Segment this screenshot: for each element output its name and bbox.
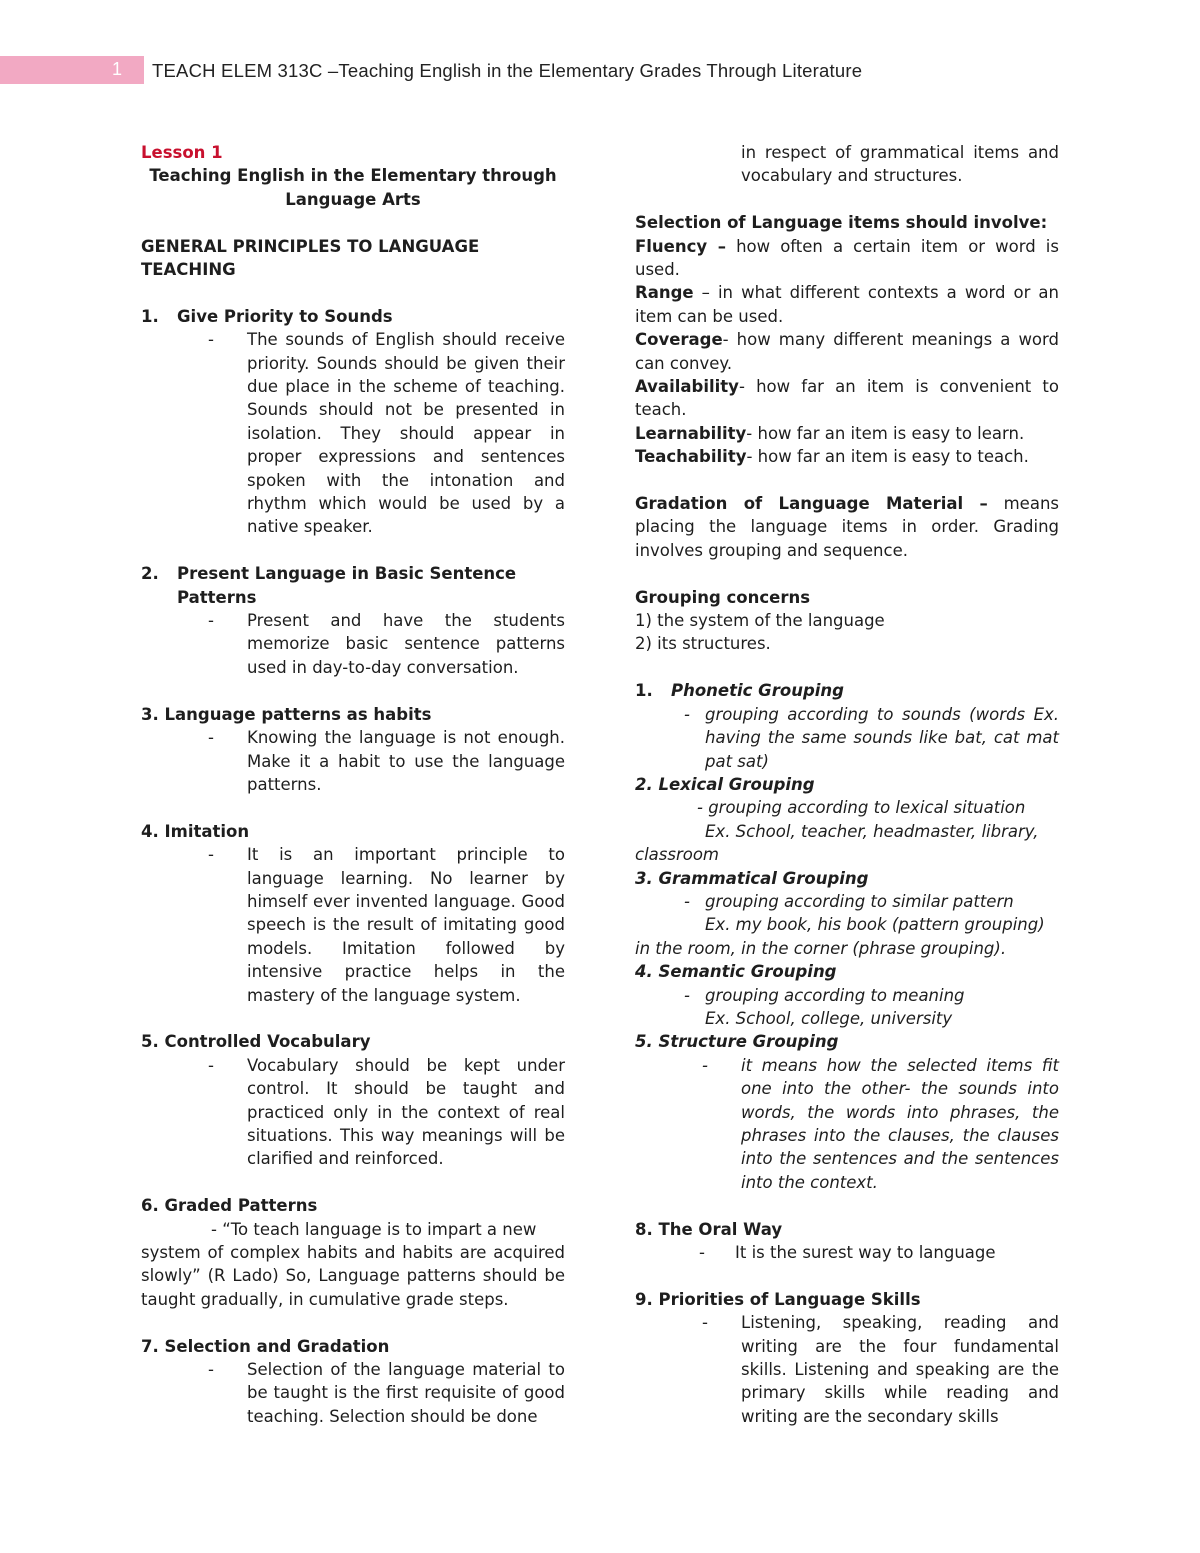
principle-3-body: - Knowing the language is not enough. Make it a habit to use the language patterns. — [208, 728, 565, 794]
lesson-title-line-2: Language Arts — [285, 189, 421, 209]
page-number: 1 — [112, 59, 123, 79]
grammatical-grouping-heading: 3. Grammatical Grouping — [635, 868, 869, 888]
selection-continued: in respect of grammatical items and vocabulary and structures. — [741, 143, 1059, 186]
lexical-grouping-heading: 2. Lexical Grouping — [635, 774, 815, 794]
gradation-definition: Gradation of Language Material – means placing the language items in order. Grading involves grouping and sequence. — [635, 494, 1059, 560]
lesson-label: Lesson 1 — [141, 143, 223, 162]
structure-grouping-heading: 5. Structure Grouping — [635, 1032, 839, 1052]
principle-4-body: - It is an important principle to language learning. No learner by himself ever invented language. Good speech is the result of imitating good models. Imitation followed by intensive practice helps in the mastery of the language system. — [208, 845, 565, 1005]
grammatical-grouping-line-2: Ex. my book, his book (pattern grouping) — [705, 915, 1045, 935]
semantic-grouping-heading: 4. Semantic Grouping — [635, 962, 837, 982]
section-heading: GENERAL PRINCIPLES TO LANGUAGE TEACHING — [141, 236, 480, 280]
principle-9-heading: 9. Priorities of Language Skills — [635, 1289, 921, 1309]
phonetic-grouping-body: - grouping according to sounds (words Ex. having the same sounds like bat, cat mat pat sat) — [684, 704, 1059, 771]
principle-6-heading: 6. Graded Patterns — [141, 1196, 318, 1216]
principle-7-body: - Selection of the language material to be taught is the first requisite of good teaching. Selection should be done — [208, 1360, 565, 1426]
lexical-grouping-line-3: classroom — [635, 845, 720, 865]
grammatical-grouping-line-1: - grouping according to similar pattern — [684, 891, 1014, 911]
running-header-title: TEACH ELEM 313C –Teaching English in the Elementary Grades Through Literature — [152, 60, 863, 81]
selection-heading: Selection of Language items should involve: — [635, 213, 1048, 233]
criterion-availability: Availability- how far an item is convenient to teach. — [635, 377, 1059, 420]
principle-5-heading: 5. Controlled Vocabulary — [141, 1032, 371, 1052]
principle-2-heading: 2. Present Language in Basic Sentence Patterns — [141, 564, 517, 607]
structure-grouping-body: - it means how the selected items fit one into the other- the sounds into words, the words into phrases, the phrases into the clauses, the clauses into the sentences and the sentences into the context. — [702, 1055, 1059, 1192]
principle-8-heading: 8. The Oral Way — [635, 1219, 783, 1239]
phonetic-grouping-heading: 1. Phonetic Grouping — [635, 681, 844, 701]
criterion-teachability: Teachability- how far an item is easy to teach. — [635, 447, 1029, 467]
principle-6-body: system of complex habits and habits are acquired slowly” (R Lado) So, Language patterns should be taught gradually, in cumulative grade steps. — [141, 1242, 565, 1309]
principle-6-line-1: - “To teach language is to impart a new — [211, 1219, 537, 1239]
grouping-item-1: 1) the system of the language — [635, 611, 885, 631]
principle-2-body: - Present and have the students memorize basic sentence patterns used in day-to-day conversation. — [208, 611, 565, 677]
lexical-grouping-line-2: Ex. School, teacher, headmaster, library, — [705, 821, 1039, 841]
lesson-title-line-1: Teaching English in the Elementary through — [149, 166, 557, 186]
criterion-learnability: Learnability- how far an item is easy to learn. — [635, 423, 1025, 443]
lexical-grouping-line-1: - grouping according to lexical situation — [697, 798, 1026, 818]
semantic-grouping-line-1: - grouping according to meaning — [684, 985, 965, 1005]
principle-9-body: - Listening, speaking, reading and writing are the four fundamental skills. Listening and speaking are the primary skills while reading and writing are the secondary skills — [702, 1313, 1059, 1426]
principle-1-body: - The sounds of English should receive priority. Sounds should be given their due place in the scheme of teaching. Sounds should not be presented in isolation. They should appear in proper expressions and sentences spoken with the intonation and rhythm which would be used by a native speaker. — [208, 330, 565, 537]
grouping-heading: Grouping concerns — [635, 587, 811, 607]
grammatical-grouping-line-3: in the room, in the corner (phrase grouping). — [635, 938, 1007, 958]
criterion-coverage: Coverage- how many different meanings a word can convey. — [635, 330, 1059, 373]
principle-4-heading: 4. Imitation — [141, 821, 250, 841]
criterion-range: Range – in what different contexts a word or an item can be used. — [635, 283, 1059, 326]
criterion-fluency: Fluency – how often a certain item or word is used. — [635, 236, 1059, 280]
principle-1-heading: 1. Give Priority to Sounds — [141, 306, 393, 326]
principle-8-body: - It is the surest way to language — [699, 1243, 996, 1263]
left-column — [141, 141, 565, 1428]
right-column — [635, 141, 1059, 1428]
principle-7-heading: 7. Selection and Gradation — [141, 1336, 390, 1356]
principle-3-heading: 3. Language patterns as habits — [141, 704, 432, 724]
grouping-item-2: 2) its structures. — [635, 634, 771, 654]
principle-5-body: - Vocabulary should be kept under control. It should be taught and practiced only in the context of real situations. This way meanings will be clarified and reinforced. — [208, 1055, 565, 1169]
semantic-grouping-line-2: Ex. School, college, university — [705, 1008, 953, 1028]
